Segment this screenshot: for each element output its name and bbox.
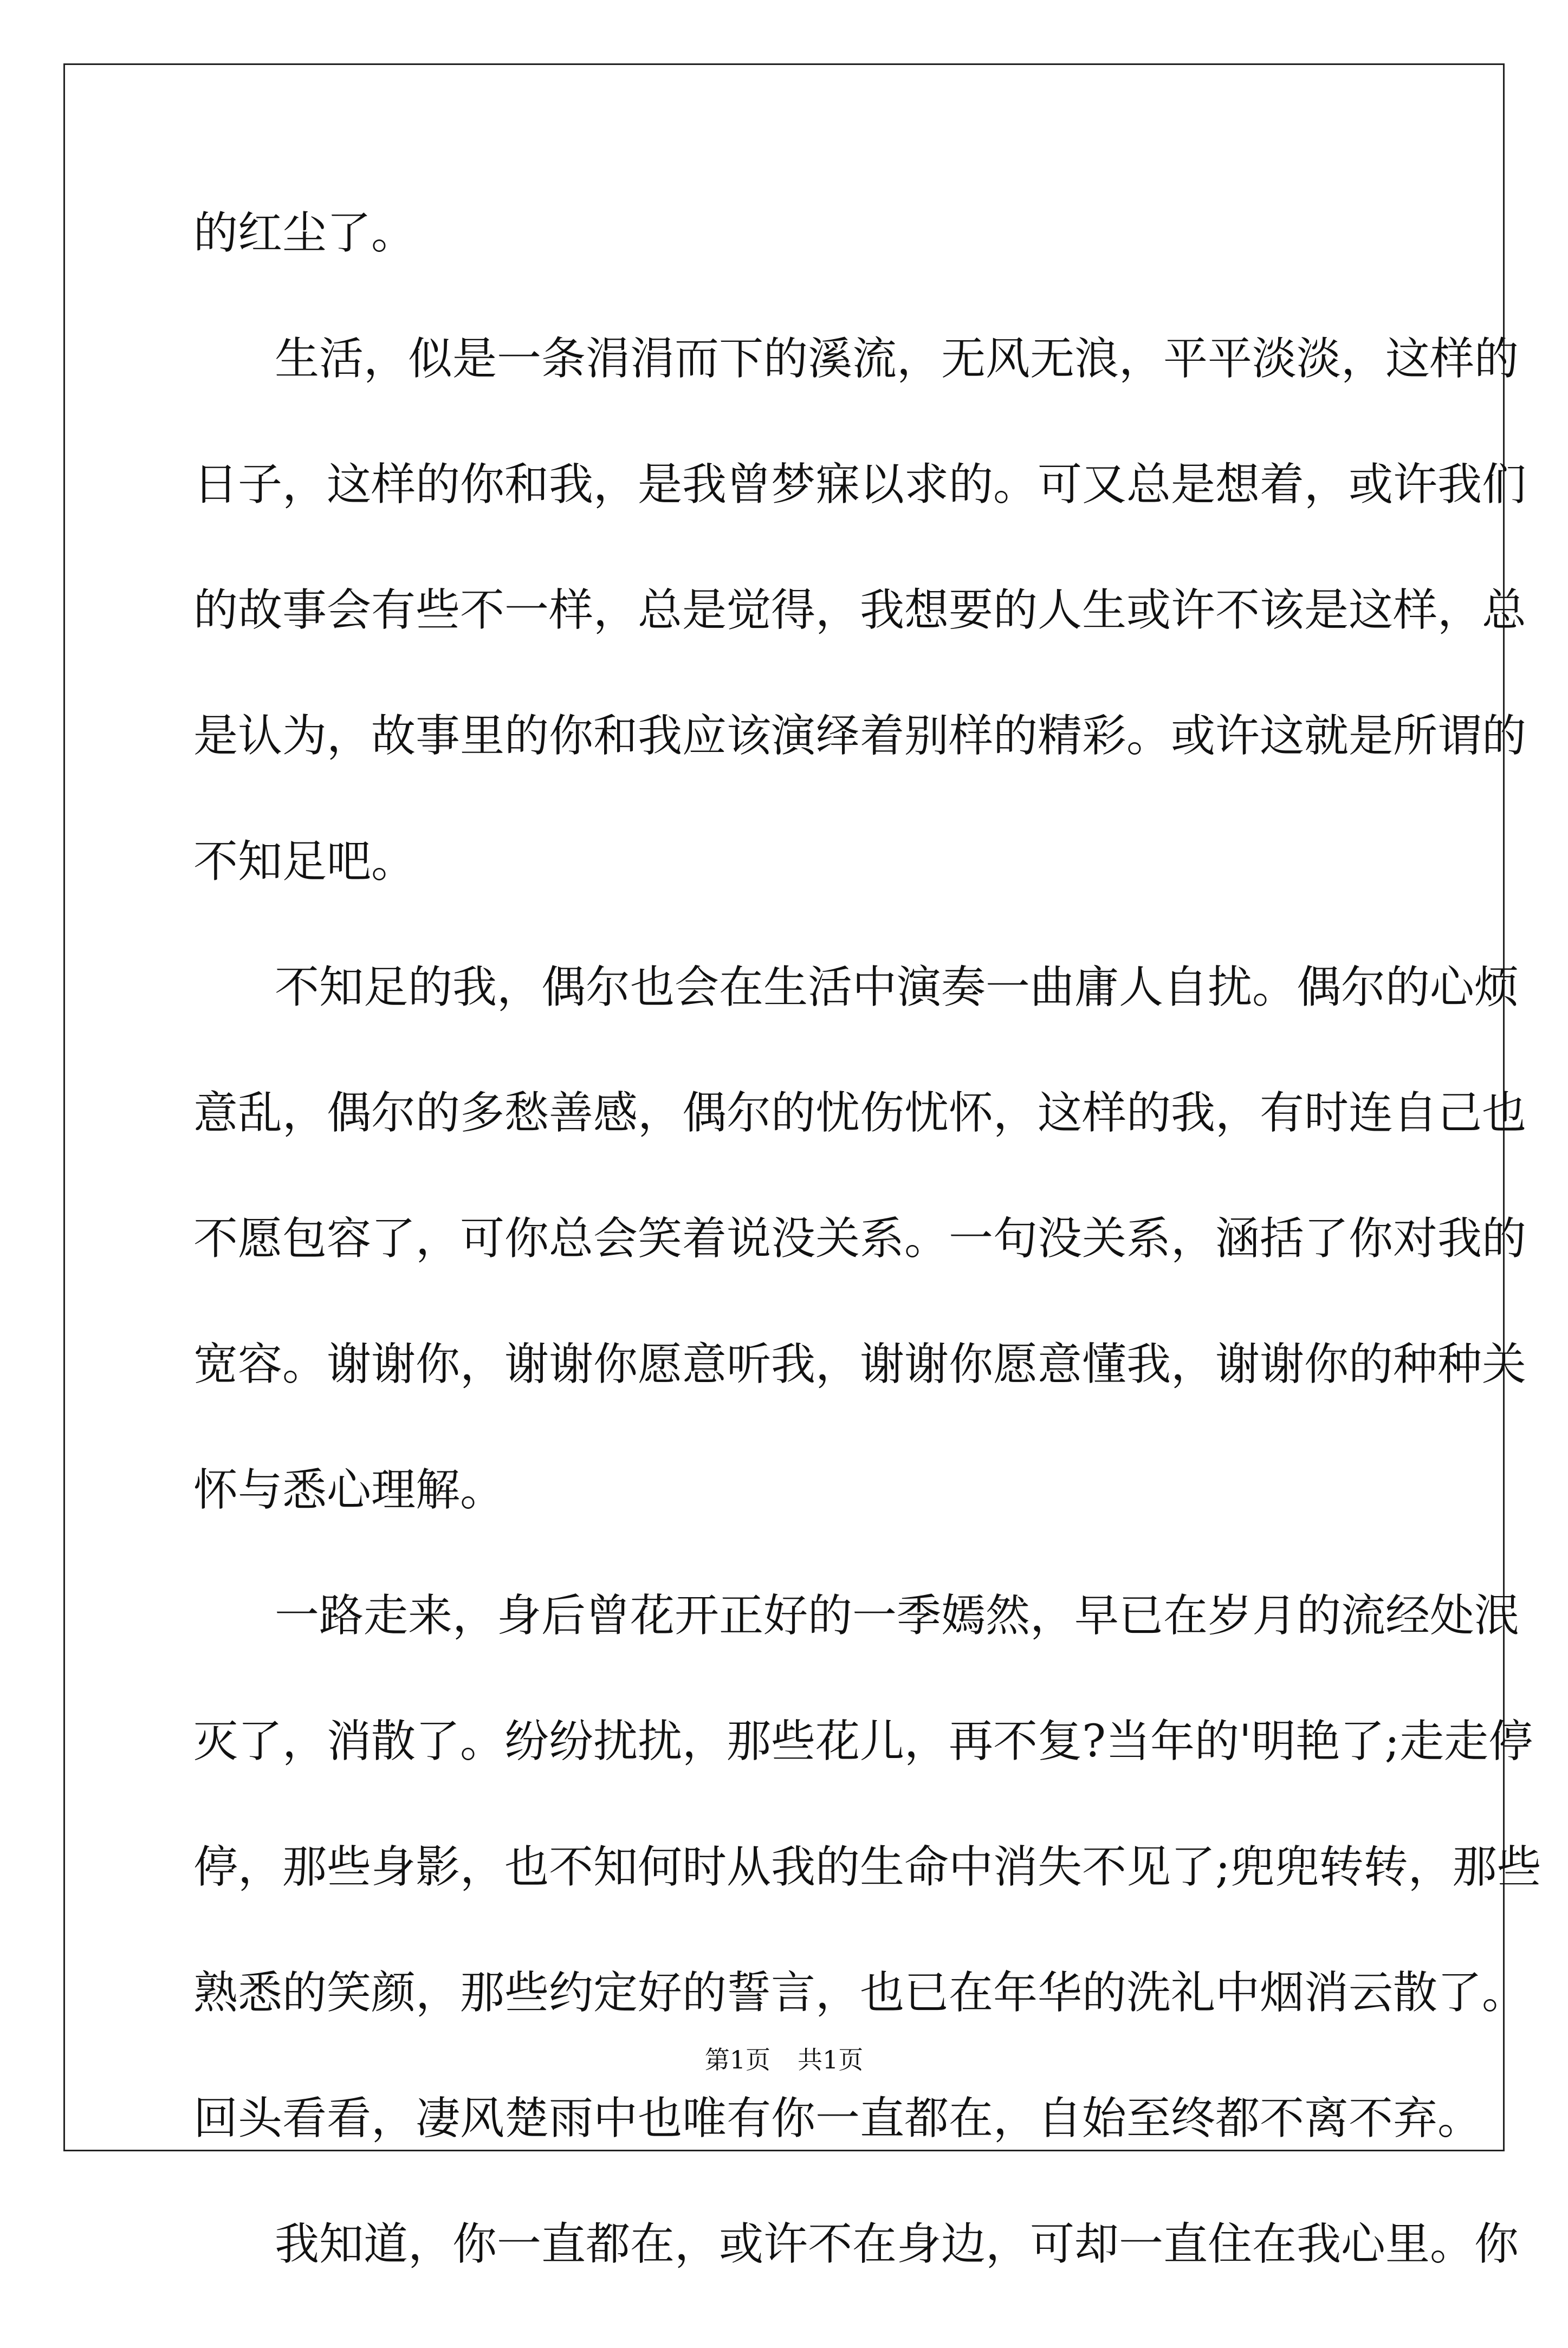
- text-line: 我知道，你一直都在，或许不在身边，可却一直住在我心里。你: [275, 2219, 1519, 2270]
- text-line: 熟悉的笑颜，那些约定好的誓言，也已在年华的洗礼中烟消云散了。: [193, 1967, 1527, 2019]
- page-total: 共1页: [798, 2045, 864, 2074]
- page-footer: [0, 2040, 1568, 2076]
- text-line: 不知足的我，偶尔也会在生活中演奏一曲庸人自扰。偶尔的心烦: [275, 962, 1519, 1013]
- text-line: 怀与悉心理解。: [193, 1464, 505, 1516]
- text-line: 是认为，故事里的你和我应该演绎着别样的精彩。或许这就是所谓的: [193, 710, 1527, 762]
- text-line: 一路走来，身后曾花开正好的一季嫣然，早已在岁月的流经处泯: [275, 1590, 1519, 1642]
- text-line: 的故事会有些不一样，总是觉得，我想要的人生或许不该是这样，总: [193, 585, 1527, 636]
- text-line: 停，那些身影，也不知何时从我的生命中消失不见了;兜兜转转，那些: [193, 1841, 1541, 1893]
- document-body: [193, 207, 1541, 2348]
- text-line: 不愿包容了，可你总会笑着说没关系。一句没关系，涵括了你对我的: [193, 1213, 1527, 1264]
- text-line: 的红尘了。: [193, 207, 416, 259]
- text-line: 日子，这样的你和我，是我曾梦寐以求的。可又总是想着，或许我们: [193, 459, 1527, 510]
- text-line: 灭了，消散了。纷纷扰扰，那些花儿，再不复?当年的'明艳了;走走停: [193, 1716, 1533, 1767]
- text-line: 回头看看，凄风楚雨中也唯有你一直都在，自始至终都不离不弃。: [193, 2093, 1482, 2144]
- page-number: 第1页: [704, 2045, 770, 2074]
- text-line: 宽容。谢谢你，谢谢你愿意听我，谢谢你愿意懂我，谢谢你的种种关: [193, 1339, 1527, 1390]
- text-line: 生活，似是一条涓涓而下的溪流，无风无浪，平平淡淡，这样的: [275, 333, 1519, 385]
- text-line: 不知足吧。: [193, 836, 416, 887]
- text-line: 意乱，偶尔的多愁善感，偶尔的忧伤忧怀，这样的我，有时连自己也: [193, 1087, 1527, 1139]
